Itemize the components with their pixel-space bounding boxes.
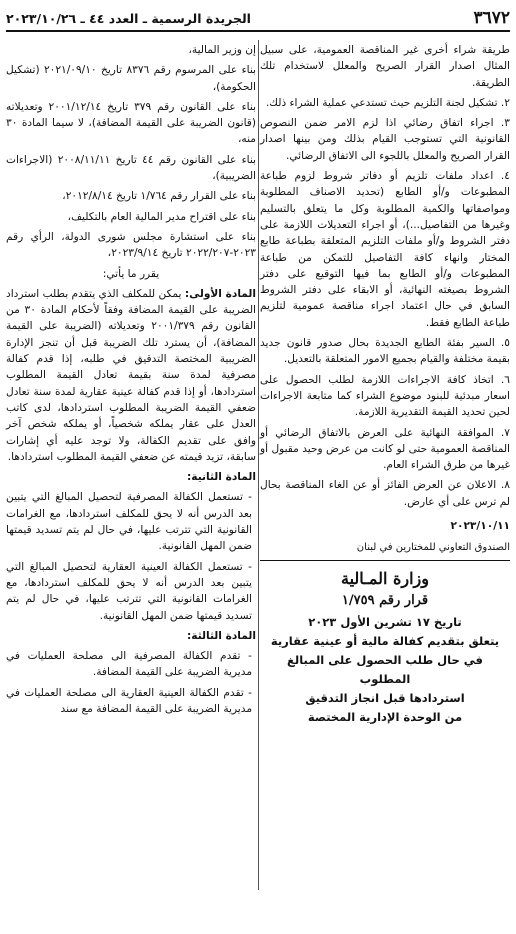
decision-line: استردادها قبل انجاز التدقيق bbox=[305, 691, 465, 706]
article-1-title: المادة الأولى: bbox=[184, 287, 257, 300]
preamble-line: بناء على المرسوم رقم ٨٣٧٦ تاريخ ٢٠٢١/٠٩/١٠ (تشكيل الحكومة)، bbox=[6, 64, 256, 93]
paragraph: ٨. الاعلان عن العرض الفائز أو عن الغاء المناقصة بحال لم ترس على أي عارض. bbox=[260, 479, 510, 508]
date: ٢٠٢٣/١٠/١١ bbox=[450, 520, 510, 533]
article-1-text: يمكن للمكلف الذي يتقدم بطلب استرداد الضريبة على القيمة المضافة وفقاً لأحكام المادة ٣٠ من القانون رقم ٢٠٠١/٣٧٩ وتعديلاته (الضريبة على القيمة المضافة)، أن يسترد تلك الضريبة قبل أن تنجز الإدارة الضريبية المختصة التدقيق في طلبه، إذا قدم كفالة مصرفية لمدة سنة بقيمة تعادل القيمة المطلوب استردادها، أو إذا قدم كفالة عينية عقارية لمدة سنة تعادل ضعفي القيمة الضريبة المطلوب استردادها، لدى كاتب العدل على عقار يملكه شخصياً، أو يملكه شخص آخر وافق على تقديم الكفالة، ولا توجد عليه أي إشارات سابقة، تزيد قيمته عن ضعفي القيمة المطلوب استردادها. bbox=[6, 287, 257, 463]
decision-line: يتعلق بتقديم كفالة مالية أو عينية عقارية bbox=[270, 634, 500, 649]
paragraph: طريقة شراء أخرى غير المناقصة العمومية، على سبيل المثال اصدار القرار الصريح والمعلل لاستخدام تلك الطريقة. bbox=[260, 44, 510, 89]
article-3-paragraph: - تقدم الكفالة المصرفية الى مصلحة العمليات في مديرية الضريبة على القيمة المضافة. bbox=[6, 650, 252, 679]
decision-line: تاريخ ١٧ تشرين الأول ٢٠٢٣ bbox=[308, 615, 462, 630]
article-1 bbox=[6, 286, 256, 465]
paragraph: ٢. تشكيل لجنة التلزيم حيث تستدعي عملية الشراء ذلك. bbox=[265, 96, 510, 109]
right-column bbox=[260, 42, 510, 727]
preamble-line: بناء على القانون رقم ٣٧٩ تاريخ ٢٠٠١/١٢/١٤ وتعديلاته (قانون الضريبة على القيمة المضافة)، لا سيما المادة ٣٠ منه، bbox=[6, 100, 256, 146]
column-divider bbox=[258, 40, 259, 890]
ministry-title: وزارة المـالية bbox=[341, 568, 429, 588]
preamble-line: بناء على استشارة مجلس شورى الدولة، الرأي رقم ٢٠٢٣-٢٠٢٢/٢٠٧ تاريخ ٢٠٢٣/٩/١٤، bbox=[6, 230, 256, 260]
paragraph: ٦. اتخاذ كافة الاجراءات اللازمة لطلب الحصول على اسعار مبدئية للبنود موضوع الشراء كما متابعة الاجراءات لحين تحديد القيمة التقديرية اللازمة. bbox=[260, 373, 510, 419]
article-2-paragraph: - تستعمل الكفالة العينية العقارية لتحصيل المبالغ التي يتبين بعد الدرس أنه لا يحق للمكلف استردادها، مع الغرامات القانونية التي تترتب عليها، في حال لم يتم تسديد قيمتها ضمن المهل القانونية. bbox=[6, 560, 252, 622]
article-3-title: المادة الثالثة: bbox=[187, 629, 256, 642]
preamble-line: إن وزير المالية، bbox=[188, 44, 256, 56]
paragraph: ٧. الموافقة النهائية على العرض بالاتفاق الرضائي أو المناقصة العمومية حتى لو كانت من عرض وحيد مقبول أو غيرها من طرق الشراء العام. bbox=[260, 426, 510, 472]
article-3-paragraph: - تقدم الكفالة العينية العقارية الى مصلحة العمليات في مديرية الضريبة على القيمة المضافة مع سند bbox=[6, 686, 252, 715]
page-number: ٣٦٧٢ bbox=[473, 8, 510, 28]
paragraph: ٣. اجراء اتفاق رضائي اذا لزم الامر ضمن النصوص القانونية التي تستوجب القيام بذلك ومن بينها اصدار القرار الصريح والمعلل باللجوء الى الاتفاق الرضائي. bbox=[260, 117, 510, 162]
preamble-line: بناء على القانون رقم ٤٤ تاريخ ٢٠٠٨/١١/١١ (الاجراءات الضريبية)، bbox=[6, 153, 256, 183]
paragraph: ٥. السير بفئة الطابع الجديدة بحال صدور قانون جديد بقيمة مختلفة والقيام بجميع الامور المتعلقة بالتعديل. bbox=[260, 337, 510, 366]
article-2-paragraph: - تستعمل الكفالة المصرفية لتحصيل المبالغ التي يتبين بعد الدرس أنه لا يحق للمكلف استردادها، مع الغرامات القانونية التي تترتب عليها، في حال لم يتم تسديد قيمتها ضمن المهل القانونية. bbox=[6, 491, 252, 553]
article-2-title: المادة الثانية: bbox=[187, 471, 256, 484]
gazette-title: الجريدة الرسمية ـ العدد ٤٤ ـ ٢٠٢٣/١٠/٢٦ bbox=[6, 10, 251, 26]
paragraph: ٤. اعداد ملفات تلزيم أو دفاتر شروط لزوم طباعة المطبوعات و/أو الطابع (تحديد الاصناف المطلوبة ومواصفاتها والكمية المطلوبة وكل ما يتعلق بالتسليم وغيرها من التفاصيل...)، أو اجراء التعديلات اللازمة على دفتر الشروط و/أو ملفات التلزيم المتعلقة بطباعة طابع المختار وانهاء كافة التفاصيل للتمكن من طباعة المطبوعات و/أو الطابع بما فيها التوقيع على دفتر الشروط بصيغته النهائية، أو الابقاء على دفتر الشروط السابق في حال اعتماد اجراء مناقصة عمومية لتلزيم طباعة الطابع فقط. bbox=[260, 170, 510, 329]
preamble-line: بناء على اقتراح مدير المالية العام بالتكليف، bbox=[67, 210, 256, 223]
left-column bbox=[6, 42, 256, 721]
decides-line: يقرر ما يأتي: bbox=[102, 267, 160, 280]
decision-number: قرار رقم ١/٧٥٩ bbox=[341, 592, 429, 608]
signatory: الصندوق التعاوني للمختارين في لبنان bbox=[260, 540, 510, 560]
decision-line: في حال طلب الحصول على المبالغ المطلوب bbox=[287, 653, 483, 687]
preamble-line: بناء على القرار رقم ١/٧٦٤ تاريخ ٢٠١٢/٨/١٤، bbox=[62, 190, 256, 203]
decision-line: من الوحدة الإدارية المختصة bbox=[307, 710, 463, 725]
page-header bbox=[6, 6, 510, 32]
